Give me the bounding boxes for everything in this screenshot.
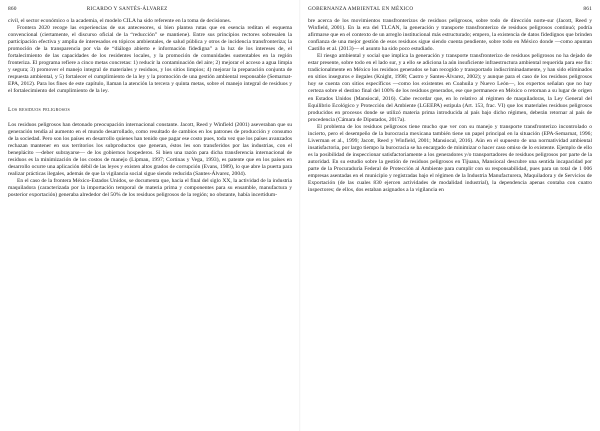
paragraph: El riesgo ambiental y social que implica la generación y transporte transfronterizo de residuos peligrosos no ha dejado de estar presente, sobre todo en el lado sur, y a ello se adiciona la aún insuficiente infraestructura ambiental requerida para ese fin: tradicionalmente en México los residuos generados se han recogido y transportado indiscriminadamente, y han sido eliminados en sitios inseguros e ilegales (Knight, 1998; Castro y Santes-Álvarez, 2002); y aunque para el caso de los residuos peligrosos hoy se cuenta con sitios específicos —como los existentes en Coahuila y Nuevo León—, los expertos señalan que no hay certeza sobre el destino final del 100% de los residuos generados, ese que permanece en México o retornan a su lugar de origen en Estados Unidos (Mansiocal, 2016). Cabe recordar que, en lo relativo al régimen de maquiladoras, la Ley General del Equilibrio Ecológico y Protección del Ambiente (LGEEPA) estipula (Art. 153, frac. VI) que los materiales residuos peligrosos producidos en procesos donde se utilizó materia prima introducida al país bajo dicho régimen, deberán retornar al país de procedencia (Cámara de Diputados, 2017a). <box>308 53 592 123</box>
paragraph: Frontera 2020 recoge las experiencias de sus antecesores, si bien plantea rutas que en esencia reditan el esquema convencional (ciertamente, el discurso oficial de la “reducción” se mantiene). Entre sus principios rectores sobresalen la participación efectiva y amplia de interesados en tópicos ambientales, de salud pública y otros de incidencia transfronteriza; la promoción de la transparencia por vía de “diálogo abierto e información fidedigna” a la luz de los intereses de, el fortalecimiento de las capacidades de los residentes locales, y la promoción de comunidades sustentables en la región fronteriza. El programa refiere a cinco metas concretas: 1) reducir la contaminación del aire; 2) mejorar el acceso a agua limpia y segura; 3) promover el manejo integral de materiales y residuos, y los sitios limpios; 4) mejorar la preparación conjunta de respuesta ambiental, y 5) fortalecer el cumplimiento de la ley y la promoción de una gestión ambiental responsable (Semarnat-EPA, 2012). Para los fines de este capítulo, llaman la atención la tercera y quinta metas, sobre el manejo integral de residuos y el fortalecimiento del cumplimiento de la ley. <box>8 25 292 95</box>
paragraph: bre acerca de los movimientos transfronterizos de residuos peligrosos, sobre todo de dirección norte-sur (Jacott, Reed y Winfield, 2001). En la era del TLCAN, la generación y transporte transfronterizo de residuos peligrosos continuó; podría afirmarse que en el contexto de un arreglo institucional más estructurado; empero, la existencia de datos fidedignos que brinden confianza de una mejor gestión de esos residuos sigue siendo cuenta pendiente, sobre todo en México donde —como apuntan Castillo et al. (2013)— el asunto ha sido poco estudiado. <box>308 18 592 53</box>
paragraph: El problema de los residuos peligrosos tiene mucho que ver con su manejo y transporte transfronterizo incontrolado o incierto, pero el desempeño de la burocracia mexicana también tiene un papel principal en la situación (EPA-Semarnat, 1996; Liverman et al., 1999; Jacott, Reed y Winfield, 2001; Mansiocal, 2016). Aún en el supuesto de una normatividad ambiental insatisfactoria, por largo tiempo la burocracia se ha encargado de minimizar o hacer caso omiso de lo existente. Ejemplo de ello es la posibilidad de inspeccionar satisfactoriamente a los generadores y/o transportadores de residuos peligrosos por parte de la autoridad. En su estudio sobre la gestión de residuos peligrosos en Tijuana, Mansiocal descubre una sentida incapacidad por parte de la Procuraduría Federal de Protección al Ambiente para cumplir con su responsabilidad, pues para un total de 1 006 empresas asentadas en el municipio y registradas bajo el régimen de la Industria Manufacturera, Maquiladora y de Servicios de Exportación (de las cuales 830 ejercen actividades de modalidad industrial), la dependencia apenas contaba con cuatro inspectores; de ellos, dos estaban asignados a la vigilancia en <box>308 123 592 194</box>
right-body-text <box>308 18 592 194</box>
left-running-title: RICARDO Y SANTÉS-ÁLVAREZ <box>86 6 168 12</box>
gutter-divider <box>299 0 301 431</box>
paragraph: En el caso de la frontera México-Estados Unidos, se documenta que, hacia el final del siglo XX, la actividad de la industria maquiladora (caracterizada por la importación temporal de materia prima y componentes para su ensamble, manufactura y posterior exportación) generaba alrededor del 50% de los residuos peligrosos de la región; no obstante, había incertidum- <box>8 177 292 198</box>
paragraph: Los residuos peligrosos han detonado preocupación internacional constante. Jacott, Reed y Winfield (2001) aseveraban que su generación tendía al aumento en el mundo desarrollado, como resultado de cambios en los patrones de producción y consumo de la sociedad. Pero son los países en desarrollo quienes han tenido que pagar ese costo pues, toda vez que los países avanzados rechazan mantener en sus territorios los subproductos que generan, éstos les son transferidos por las industrias, con el beneplácito —deber subrayarse— de los gobiernos hospederos. Si bien una razón para dicha transferencia internacional de residuos es la minimización de los costos de manejo (Lipman, 1997; Cortinas y Vega, 1993), es patente que en los países en desarrollo ocurre una aplicación débil de las leyes y existen altos grados de corrupción (Evans, 1989), lo que abre la puerta para realizar prácticas ilegales, además de que la vigilancia social sigue siendo reducida (Santes-Álvarez, 2004). <box>8 121 292 177</box>
right-running-title: GOBERNANZA AMBIENTAL EN MÉXICO <box>308 6 414 12</box>
right-folio: 861 <box>583 6 592 12</box>
left-running-head <box>8 6 292 14</box>
right-page <box>300 0 600 431</box>
paragraph: civil, el sector económico o la academia, el modelo CILA ha sido referente en la toma de decisiones. <box>8 18 232 24</box>
right-running-head <box>308 6 592 14</box>
left-body-text <box>8 18 292 199</box>
left-folio: 860 <box>8 6 17 12</box>
section-heading: Los residuos peligrosos <box>8 106 71 113</box>
